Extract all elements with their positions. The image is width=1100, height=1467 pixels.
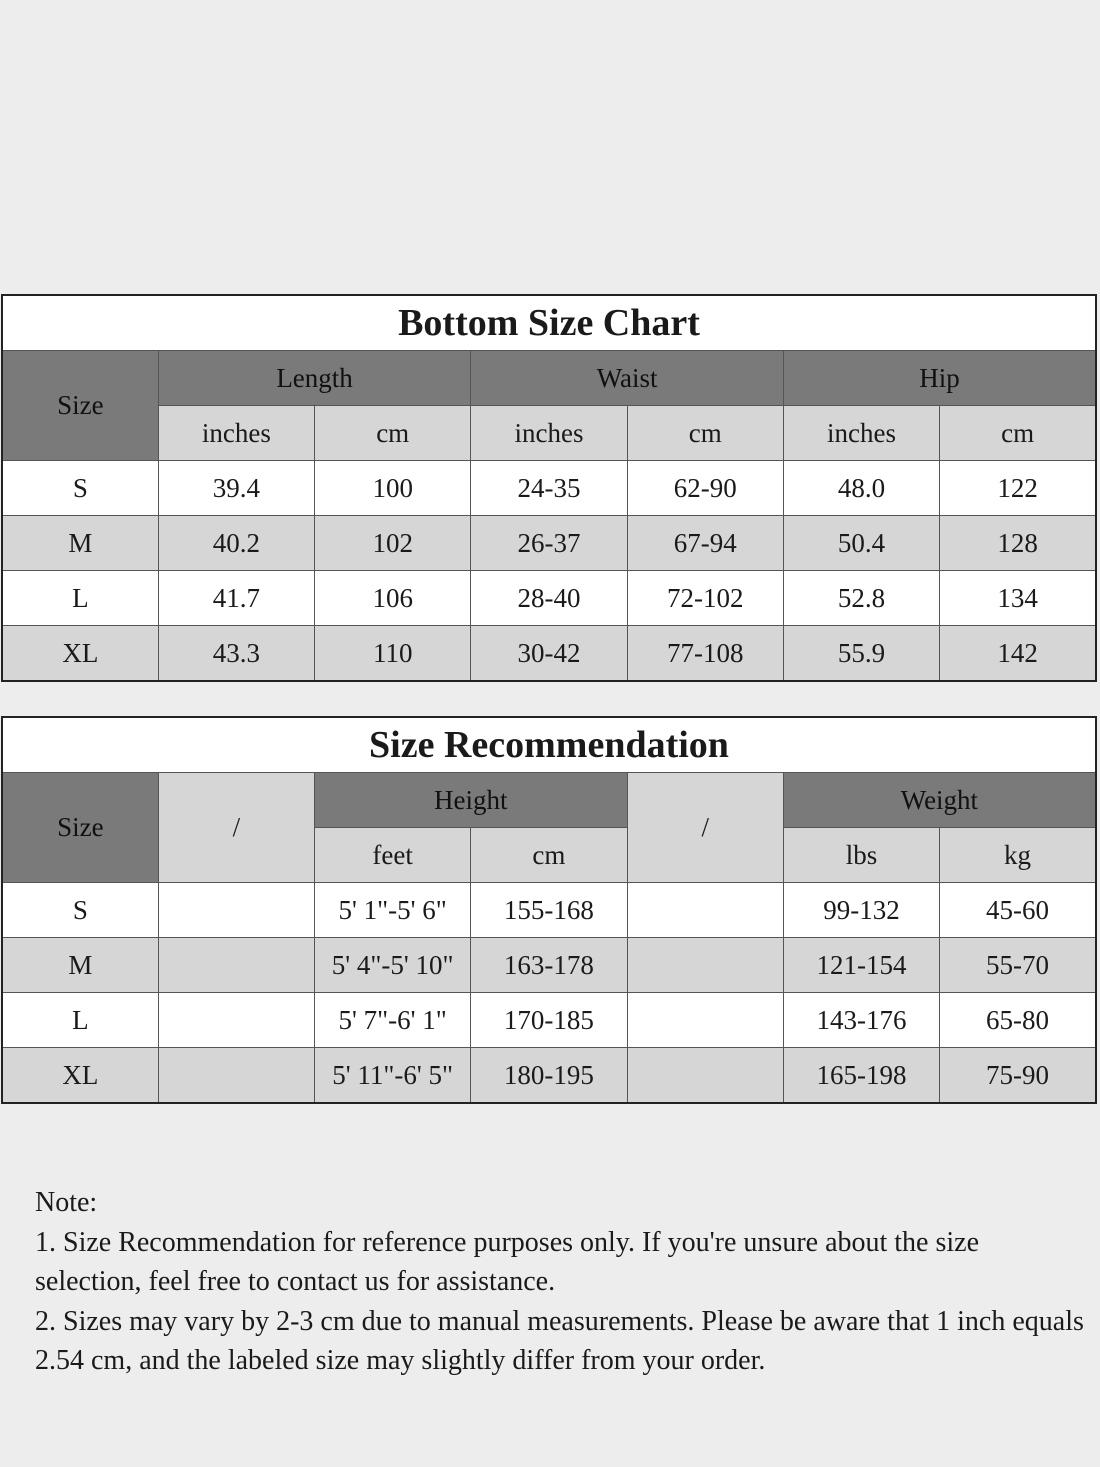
empty-cell bbox=[158, 938, 314, 993]
waist-group-header: Waist bbox=[471, 351, 784, 406]
unit-header: kg bbox=[940, 828, 1096, 883]
size-column-header: Size bbox=[2, 773, 158, 883]
size-cell: S bbox=[2, 883, 158, 938]
value-cell: 75-90 bbox=[940, 1048, 1096, 1104]
value-cell: 102 bbox=[315, 516, 471, 571]
unit-header: cm bbox=[940, 406, 1096, 461]
value-cell: 128 bbox=[940, 516, 1096, 571]
size-cell: M bbox=[2, 516, 158, 571]
empty-cell bbox=[627, 993, 783, 1048]
value-cell: 134 bbox=[940, 571, 1096, 626]
value-cell: 55-70 bbox=[940, 938, 1096, 993]
value-cell: 5' 1"-5' 6" bbox=[315, 883, 471, 938]
empty-cell bbox=[627, 938, 783, 993]
value-cell: 121-154 bbox=[783, 938, 939, 993]
slash-header: / bbox=[158, 773, 314, 883]
value-cell: 41.7 bbox=[158, 571, 314, 626]
value-cell: 142 bbox=[940, 626, 1096, 682]
value-cell: 24-35 bbox=[471, 461, 627, 516]
value-cell: 5' 7"-6' 1" bbox=[315, 993, 471, 1048]
value-cell: 30-42 bbox=[471, 626, 627, 682]
weight-group-header: Weight bbox=[783, 773, 1096, 828]
value-cell: 67-94 bbox=[627, 516, 783, 571]
size-recommendation-title: Size Recommendation bbox=[2, 717, 1096, 773]
unit-header: cm bbox=[627, 406, 783, 461]
value-cell: 5' 4"-5' 10" bbox=[315, 938, 471, 993]
bottom-size-chart-title: Bottom Size Chart bbox=[2, 295, 1096, 351]
bottom-size-chart-table bbox=[1, 294, 1097, 682]
unit-header: inches bbox=[783, 406, 939, 461]
value-cell: 40.2 bbox=[158, 516, 314, 571]
value-cell: 55.9 bbox=[783, 626, 939, 682]
empty-cell bbox=[158, 1048, 314, 1104]
value-cell: 72-102 bbox=[627, 571, 783, 626]
value-cell: 28-40 bbox=[471, 571, 627, 626]
value-cell: 50.4 bbox=[783, 516, 939, 571]
note-item: 1. Size Recommendation for reference purposes only. If you're unsure about the size selection, feel free to contact us for assistance. bbox=[35, 1226, 980, 1297]
value-cell: 163-178 bbox=[471, 938, 627, 993]
value-cell: 165-198 bbox=[783, 1048, 939, 1104]
slash-header: / bbox=[627, 773, 783, 883]
unit-header: inches bbox=[158, 406, 314, 461]
value-cell: 62-90 bbox=[627, 461, 783, 516]
value-cell: 110 bbox=[315, 626, 471, 682]
table-row bbox=[2, 883, 1096, 938]
value-cell: 26-37 bbox=[471, 516, 627, 571]
hip-group-header: Hip bbox=[783, 351, 1096, 406]
value-cell: 43.3 bbox=[158, 626, 314, 682]
value-cell: 106 bbox=[315, 571, 471, 626]
value-cell: 65-80 bbox=[940, 993, 1096, 1048]
value-cell: 39.4 bbox=[158, 461, 314, 516]
table-row bbox=[2, 626, 1096, 682]
value-cell: 122 bbox=[940, 461, 1096, 516]
empty-cell bbox=[158, 993, 314, 1048]
value-cell: 5' 11"-6' 5" bbox=[315, 1048, 471, 1104]
value-cell: 170-185 bbox=[471, 993, 627, 1048]
length-group-header: Length bbox=[158, 351, 471, 406]
value-cell: 77-108 bbox=[627, 626, 783, 682]
empty-cell bbox=[627, 1048, 783, 1104]
value-cell: 48.0 bbox=[783, 461, 939, 516]
value-cell: 99-132 bbox=[783, 883, 939, 938]
size-cell: M bbox=[2, 938, 158, 993]
table-row bbox=[2, 516, 1096, 571]
table-row bbox=[2, 938, 1096, 993]
table-row bbox=[2, 993, 1096, 1048]
size-cell: XL bbox=[2, 626, 158, 682]
note-item: 2. Sizes may vary by 2-3 cm due to manual measurements. Please be aware that 1 inch equals 2.54 cm, and the labeled size may slightly differ from your order. bbox=[35, 1305, 1084, 1376]
table-row bbox=[2, 1048, 1096, 1104]
notes-section bbox=[35, 1183, 1085, 1381]
size-cell: S bbox=[2, 461, 158, 516]
value-cell: 155-168 bbox=[471, 883, 627, 938]
size-cell: L bbox=[2, 571, 158, 626]
height-group-header: Height bbox=[315, 773, 628, 828]
notes-heading: Note: bbox=[35, 1187, 98, 1218]
unit-header: inches bbox=[471, 406, 627, 461]
size-recommendation-table bbox=[1, 716, 1097, 1104]
unit-header: cm bbox=[471, 828, 627, 883]
value-cell: 45-60 bbox=[940, 883, 1096, 938]
size-cell: XL bbox=[2, 1048, 158, 1104]
table-row bbox=[2, 571, 1096, 626]
value-cell: 143-176 bbox=[783, 993, 939, 1048]
size-cell: L bbox=[2, 993, 158, 1048]
value-cell: 180-195 bbox=[471, 1048, 627, 1104]
size-column-header: Size bbox=[2, 351, 158, 461]
empty-cell bbox=[158, 883, 314, 938]
value-cell: 52.8 bbox=[783, 571, 939, 626]
unit-header: cm bbox=[315, 406, 471, 461]
value-cell: 100 bbox=[315, 461, 471, 516]
unit-header: lbs bbox=[783, 828, 939, 883]
empty-cell bbox=[627, 883, 783, 938]
unit-header: feet bbox=[315, 828, 471, 883]
table-row bbox=[2, 461, 1096, 516]
